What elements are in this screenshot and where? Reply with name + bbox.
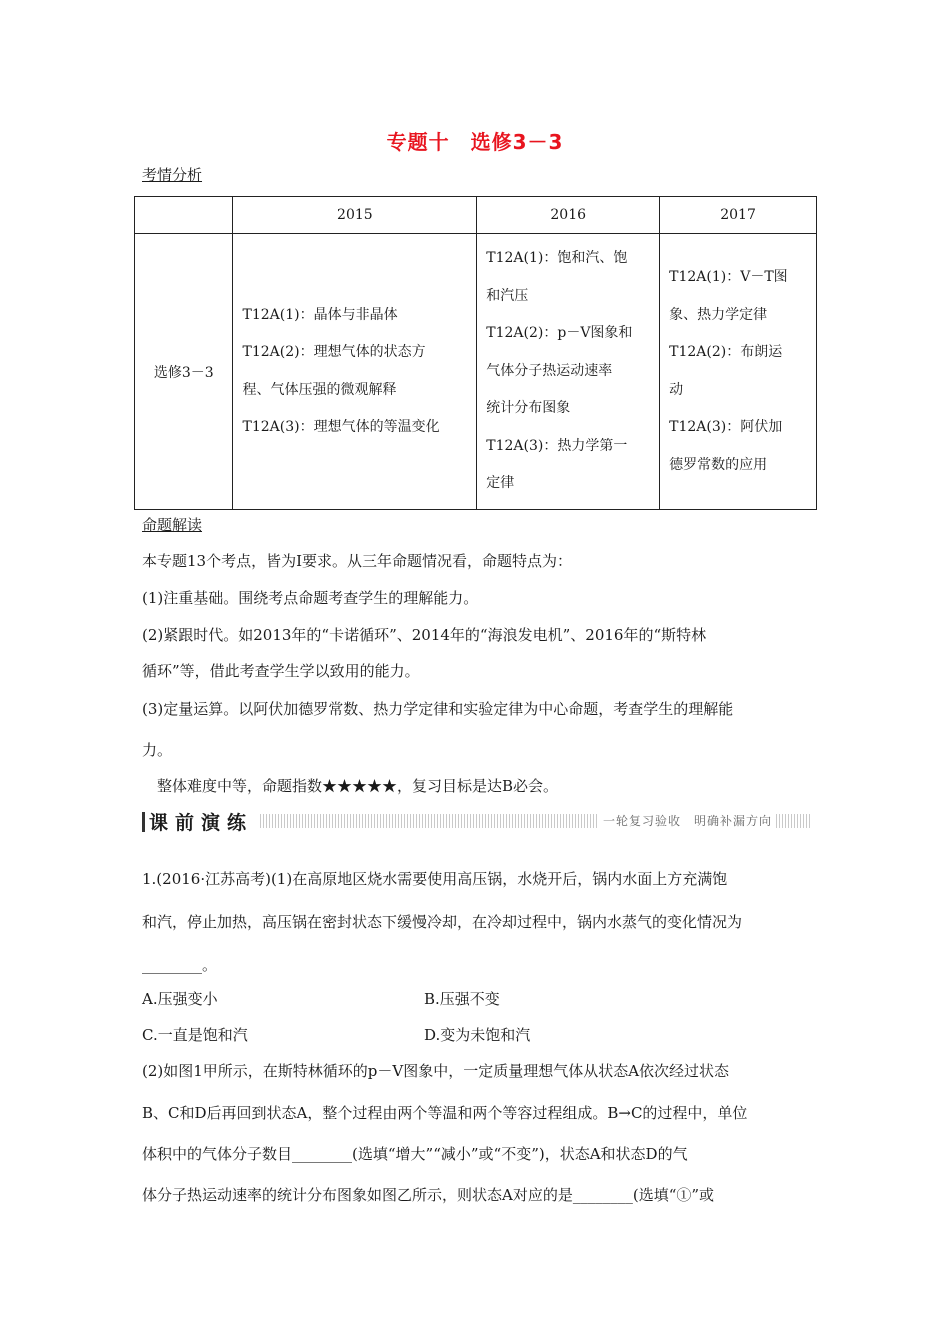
interpret-line: (2)紧跟时代。如2013年的“卡诺循环”、2014年的“海浪发电机”、2016年的“斯特林 [142,626,707,644]
cell-line: 气体分子热运动速率 [486,362,613,379]
cell-line: T12A(2)：p－V图象和 [486,325,633,342]
cell-line: 动 [669,381,684,398]
cell-line: 象、热力学定律 [669,306,768,323]
exam-analysis-table [134,196,817,510]
option-d: D.变为未饱和汽 [424,1026,531,1044]
cell-line: T12A(3)：阿伏加 [669,419,783,435]
table-header-row [135,197,817,234]
cell-2015 [233,234,477,510]
cell-2017 [660,234,817,510]
cell-line: T12A(1)：饱和汽、饱 [486,250,628,267]
interpret-heading: 命题解读 [142,516,203,534]
question-line: 体积中的气体分子数目________(选填“增大”“减小”或“不变”)，状态A和状态D的气 [142,1145,688,1163]
year-header: 2017 [660,197,817,234]
page-title: 专题十 选修3－3 [386,130,564,154]
interpret-line: (3)定量运算。以阿伏加德罗常数、热力学定律和实验定律为中心命题，考查学生的理解能 [142,700,734,718]
interpret-line: 本专题13个考点，皆为Ⅰ要求。从三年命题情况看，命题特点为： [142,552,573,570]
question-line: B、C和D后再回到状态A，整个过程由两个等温和两个等容过程组成。B→C的过程中，单位 [142,1104,748,1122]
option-c: C.一直是饱和汽 [142,1026,248,1044]
analysis-heading: 考情分析 [142,166,203,184]
section-title: 课前演练 [142,808,253,835]
year-header: 2015 [233,197,477,234]
answer-blank: ________。 [142,956,218,974]
interpret-line: 循环”等，借此考查学生学以致用的能力。 [142,662,420,680]
cell-line: T12A(1)：V－T图 [669,269,788,285]
section-banner [142,808,810,834]
cell-line: T12A(2)：理想气体的状态方 [242,344,426,360]
interpret-line: 力。 [142,741,173,759]
cell-line: 德罗常数的应用 [669,456,768,473]
option-a: A.压强变小 [142,990,218,1008]
cell-line: T12A(2)：布朗运 [669,344,783,360]
interpret-line: (1)注重基础。围绕考点命题考查学生的理解能力。 [142,589,479,607]
interpret-line: 整体难度中等，命题指数★★★★★，复习目标是达B必会。 [142,777,559,795]
table-row [135,234,817,510]
row-label: 选修3－3 [135,234,233,510]
cell-line: 统计分布图象 [486,400,571,417]
option-b: B.压强不变 [424,990,500,1008]
cell-line: 程、气体压强的微观解释 [242,381,397,398]
year-header: 2016 [477,197,660,234]
section-subtitle: 一轮复习验收 明确补漏方向 [599,812,776,829]
question-line: (2)如图1甲所示，在斯特林循环的p－V图象中，一定质量理想气体从状态A依次经过状态 [142,1062,730,1080]
question-line: 1.(2016·江苏高考)(1)在高原地区烧水需要使用高压锅，水烧开后，锅内水面上方充满饱 [142,870,728,888]
cell-line: 定律 [486,475,515,492]
table-corner-cell [135,197,233,234]
cell-line: T12A(3)：热力学第一 [486,437,628,454]
question-line: 和汽，停止加热，高压锅在密封状态下缓慢冷却，在冷却过程中，锅内水蒸气的变化情况为 [142,913,743,931]
question-line: 体分子热运动速率的统计分布图象如图乙所示，则状态A对应的是________(选填“①”或 [142,1186,715,1204]
cell-line: T12A(1)：晶体与非晶体 [242,306,398,323]
cell-line: 和汽压 [486,287,529,304]
cell-2016 [477,234,660,510]
cell-line: T12A(3)：理想气体的等温变化 [242,419,440,435]
